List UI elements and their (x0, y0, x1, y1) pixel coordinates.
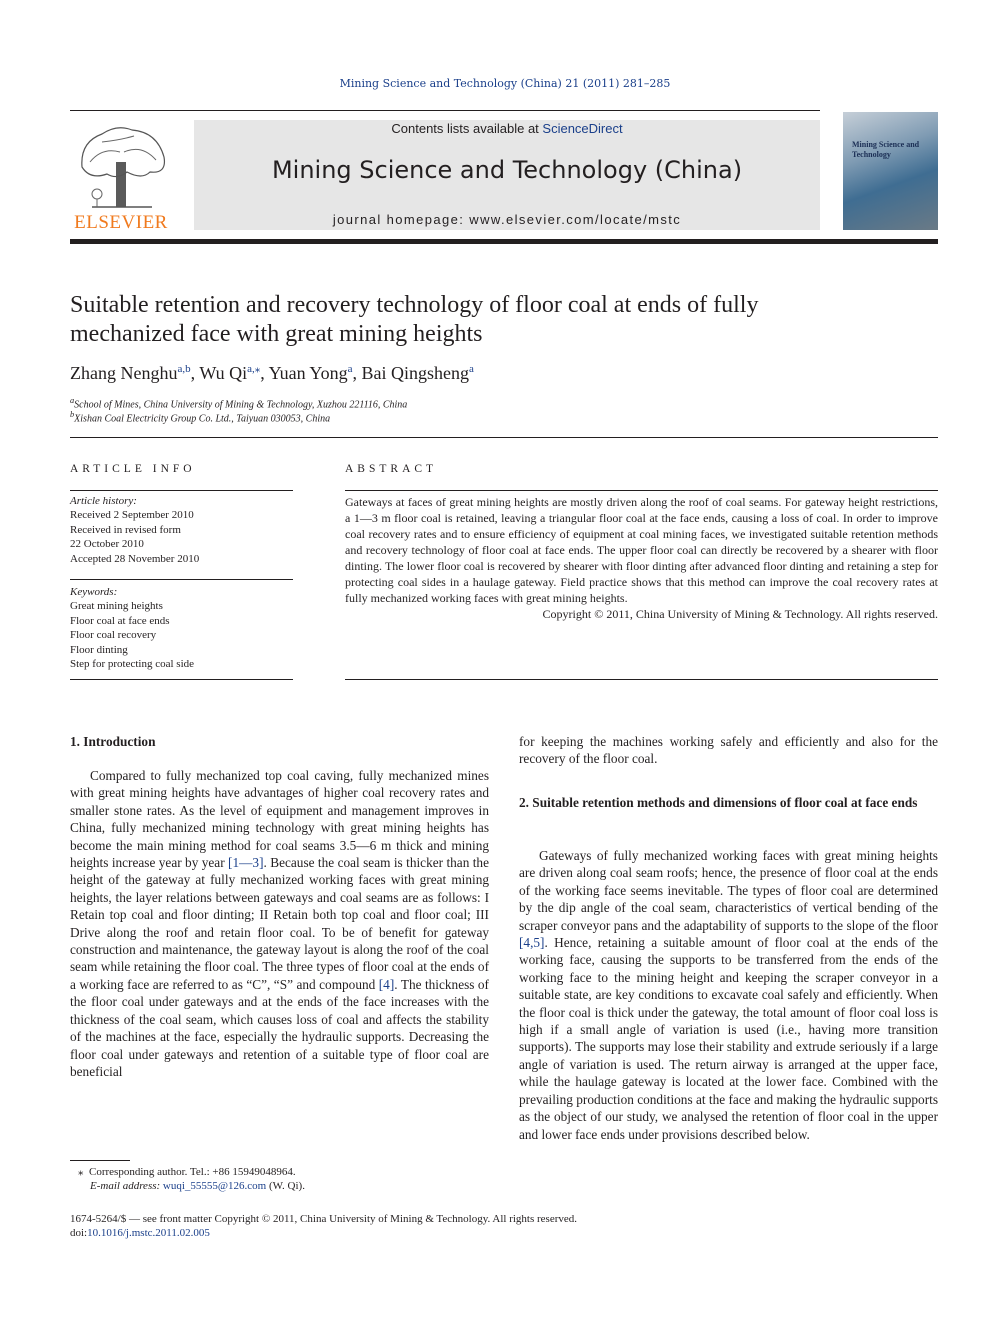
history-item: Received 2 September 2010 (70, 509, 194, 522)
keyword: Floor coal at face ends (70, 614, 170, 627)
elsevier-wordmark: ELSEVIER (74, 212, 168, 233)
paragraph-text: Gateways of fully mechanized working faces with great mining heights are driven along coal seam roofs; hence, the presence of floor coal at the ends of the working face seems inevitable. The types of floor coal are determined by the dip angle of the coal seam, characteristics of vertical bending of the scraper conveyor pans and the adaptability of supports to the slope of the floor (519, 848, 938, 933)
author-separator: , (190, 363, 200, 383)
author-affiliation-mark[interactable]: a (469, 363, 474, 375)
affiliation-mark: b (70, 410, 75, 419)
sciencedirect-link[interactable]: ScienceDirect (542, 121, 623, 136)
author-name[interactable]: Yuan Yong (268, 363, 348, 383)
author-name[interactable]: Bai Qingsheng (361, 363, 469, 383)
continued-paragraph: for keeping the machines working safely and efficiently and also for the recovery of the floor coal. (519, 734, 938, 767)
keyword: Step for protecting coal side (70, 658, 195, 671)
author-separator: , (352, 363, 362, 383)
author-affiliation-mark[interactable]: a (347, 363, 353, 375)
email-line (78, 1179, 498, 1193)
doi-label: doi: (70, 1227, 88, 1240)
reference-link[interactable]: [4] (378, 976, 395, 992)
title-line-2: mechanized face with great mining heights (70, 321, 483, 347)
author-separator: , (260, 363, 269, 383)
paragraph-text: Compared to fully mechanized top coal caving, fully mechanized mines with great mining heights have advantages of higher coal recovery rates and smaller stone rates. As the level of equipment and management improves in China, fully mechanized mining technology with great mining heights has become the main mining method for coal seams 3.5—6 m thick and mining heights increase year by year (70, 768, 489, 871)
affiliation-mark: a (70, 396, 75, 405)
footnote-mark: ⁎ (78, 1166, 84, 1178)
abstract-text (345, 494, 938, 622)
email-suffix: (W. Qi). (266, 1180, 305, 1193)
section-2-paragraph (519, 847, 938, 1143)
contents-availability (194, 121, 820, 136)
keywords-label: Keywords: (70, 586, 118, 598)
email-link[interactable]: wuqi_55555@126.com (162, 1180, 267, 1193)
footnote-rule (70, 1160, 130, 1161)
paragraph-text: . The thickness of the floor coal under gateways and at the ends of the face increases with the thickness of the coal seam, which causes loss of coal and affects the stability of the machines at the face, especially the hydraulic supports. Decreasing the floor coal under gateways and retention of a suitable type of floor coal are beneficial (70, 976, 489, 1079)
abstract-heading: ABSTRACT (345, 463, 438, 475)
abstract-copyright: Copyright © 2011, China University of Mining & Technology. All rights reserved. (542, 607, 938, 621)
issn-line: 1674-5264/$ — see front matter Copyright © 2011, China University of Mining & Technology. All rights reserved. (70, 1213, 577, 1225)
article-history (70, 494, 293, 566)
keyword: Great mining heights (70, 600, 163, 613)
journal-title: Mining Science and Technology (China) (271, 156, 743, 184)
author-name[interactable]: Zhang Nenghu (70, 363, 178, 383)
introduction-paragraph (70, 767, 489, 1080)
author-affiliation-mark[interactable]: a,b (177, 363, 191, 375)
affiliation-text: School of Mines, China University of Mining & Technology, Xuzhou 221116, China (74, 399, 408, 411)
author-name[interactable]: Wu Qi (199, 363, 248, 383)
history-item: 22 October 2010 (70, 538, 144, 551)
header-rule (70, 110, 820, 111)
keyword: Floor dinting (70, 643, 128, 656)
divider (345, 490, 938, 491)
reference-link[interactable]: [1—3] (228, 855, 264, 871)
divider (70, 679, 293, 680)
section-heading-2: 2. Suitable retention methods and dimensions of floor coal at face ends (519, 795, 918, 810)
keyword: Floor coal recovery (70, 629, 157, 642)
divider (70, 490, 293, 491)
divider (70, 579, 293, 580)
page-footer (70, 1212, 938, 1241)
divider (345, 679, 938, 680)
footnote (78, 1165, 498, 1194)
doi-line (70, 1226, 938, 1240)
section-heading-introduction: 1. Introduction (70, 734, 156, 749)
affiliation-text: Xishan Coal Electricity Group Co. Ltd., Taiyuan 030053, China (74, 413, 331, 425)
article-title (70, 291, 938, 349)
paragraph-text: . Hence, retaining a suitable amount of floor coal at the ends of the working face, causing the supports to be transferred from the ends of the working face to the mining height and keeping the scraper conveyor in a suitable state, are key conditions to excavate coal safely and efficiently. When the floor coal is thick under the gateway, the total amount of floor coal loss is high if a small angle of variation is used (i.e., having more transition supports). The supports may lose their stability and extrude seriously if a large angle of variation is used. The return airway is arranged at the upper face, while the haulage gateway is located at the lower face. Combined with the prevailing production conditions at the face and making the hydraulic supports as the object of our study, we analysed the retention of floor coal in the upper and lower face ends under provisions described below. (519, 935, 938, 1142)
history-item: Received in revised form (70, 523, 181, 536)
cover-title: Mining Science and Technology (852, 140, 920, 159)
keywords (70, 585, 293, 671)
history-item: Accepted 28 November 2010 (70, 552, 200, 565)
paragraph-text: . Because the coal seam is thicker than the height of the gateway at fully mechanized working faces with great mining heights, the layer relations between gateways and coal seams are as follows: I Retain top coal and floor dinting; II Retain both top coal and floor coal; III Drive along the roof and retain floor coal. To be of benefit for gateway construction and maintenance, the gateway layout is along the roof of the coal seam while retaining the floor coal. The three types of floor coal at the ends of a working face are referred to as “C”, “S” and compound (70, 855, 489, 992)
journal-citation[interactable]: Mining Science and Technology (China) 21 (2011) 281–285 (339, 77, 671, 90)
article-info-heading: ARTICLE INFO (70, 463, 196, 475)
history-label: Article history: (70, 495, 137, 507)
affiliation-b (70, 410, 938, 424)
footnote-text: Corresponding author. Tel.: +86 15949048964. (89, 1166, 296, 1178)
divider (70, 437, 938, 438)
author-affiliation-mark[interactable]: a,⁎ (247, 363, 261, 375)
title-line-1: Suitable retention and recovery technology of floor coal at ends of fully (70, 292, 759, 318)
corresponding-author-note (78, 1165, 498, 1179)
email-label: E-mail address: (90, 1180, 163, 1193)
reference-link[interactable]: [4,5] (519, 935, 545, 951)
elsevier-tree-logo (72, 122, 172, 212)
journal-cover-image (843, 112, 938, 230)
journal-homepage[interactable]: journal homepage: www.elsevier.com/locate/mstc (332, 212, 682, 227)
affiliation-a (70, 396, 938, 410)
doi-link[interactable]: 10.1016/j.mstc.2011.02.005 (87, 1227, 210, 1240)
abstract-body: Gateways at faces of great mining heights are mostly driven along the roof of coal seams. For gateway height restrictions, a 1—3 m floor coal is retained, leaving a triangular floor coal at the face ends, causing a loss of coal. In order to improve coal recovery rates and to ensure efficiency of equipment at coal mining faces, we investigated suitable retention methods and recovery technology of floor coal at face ends. The upper floor coal can directly be recovered by a shearer with floor dinting. The lower floor coal is recovered by shearer with floor dinting after advanced floor dinting and retaining a step for protecting coal sides in a haulage gateway. Field practice shows that this method can improve the coal recovery rates at fully mechanized working faces with great mining heights. (345, 495, 938, 605)
header-thick-rule (70, 239, 938, 244)
contents-prefix: Contents lists available at (391, 121, 543, 136)
author-list (70, 362, 938, 384)
